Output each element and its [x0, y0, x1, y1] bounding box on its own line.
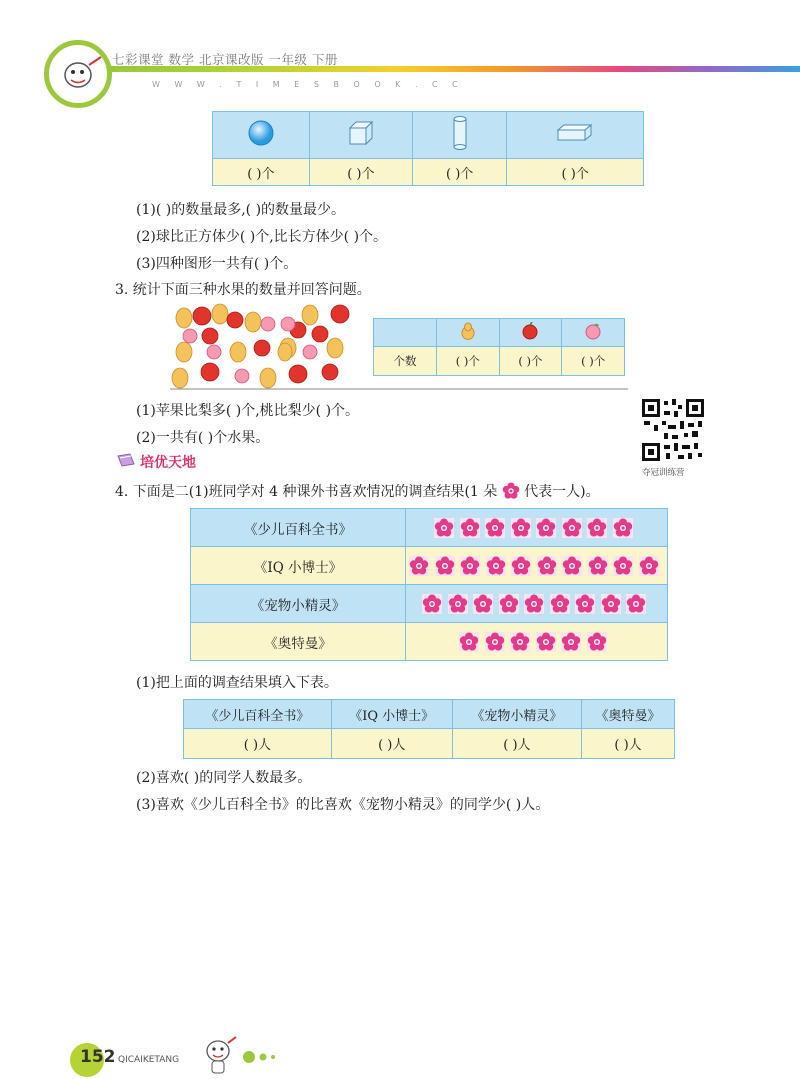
cube-icon [346, 118, 376, 148]
chart-row-iq [191, 547, 668, 585]
pear-blank[interactable]: ( )个 [437, 347, 500, 376]
chart-flowers [406, 509, 668, 547]
flower-icon [601, 594, 621, 614]
cube-blank[interactable]: ( )个 [309, 159, 412, 186]
flower-icon [550, 594, 570, 614]
pear-cell [437, 319, 500, 347]
q4-title-b: 代表一人)。 [524, 484, 600, 500]
flower-icon [511, 518, 531, 538]
flower-icon [422, 594, 442, 614]
flower-icon [511, 556, 531, 576]
flower-icon [485, 632, 505, 652]
q3-line-1: (1)苹果比梨多( )个,桃比梨少( )个。 [136, 403, 360, 419]
flower-icon [536, 632, 556, 652]
result-blank[interactable]: ( )人 [184, 729, 332, 759]
flower-icon [536, 518, 556, 538]
chart-row-pokemon [191, 585, 668, 623]
flower-icon [460, 556, 480, 576]
flower-icon [524, 594, 544, 614]
result-blank[interactable]: ( )人 [582, 729, 675, 759]
flower-icon [459, 632, 479, 652]
q2-line-2: (2)球比正方体少( )个,比长方体少( )个。 [136, 229, 388, 245]
chart-label: 《少儿百科全书》 [191, 509, 406, 547]
result-header: 《少儿百科全书》 [184, 700, 332, 729]
chart-label: 《宠物小精灵》 [191, 585, 406, 623]
footer-mascot-icon [200, 1035, 240, 1077]
q3-line-2: (2)一共有( )个水果。 [136, 430, 270, 446]
result-header: 《IQ 小博士》 [331, 700, 452, 729]
header-title: 七彩课堂 数学 北京课改版 一年级 下册 [112, 52, 338, 67]
q3-title: 3. 统计下面三种水果的数量并回答问题。 [115, 282, 371, 298]
flower-icon [537, 556, 557, 576]
cuboid-cell [507, 112, 644, 159]
header-url: W W W . T I M E S B O O K . C C [152, 80, 464, 89]
flower-icon [409, 556, 429, 576]
book-result-table [183, 699, 675, 759]
qr-label: 夺冠训练营 [642, 468, 685, 478]
flower-icon [473, 594, 493, 614]
mascot-logo [44, 40, 112, 108]
fruit-table-corner [374, 319, 437, 347]
q2-line-1: (1)( )的数量最多,( )的数量最少。 [136, 202, 346, 218]
apple-blank[interactable]: ( )个 [499, 347, 562, 376]
sphere-icon [247, 119, 275, 147]
q2-line-3: (3)四种图形一共有( )个。 [136, 256, 298, 272]
chart-flowers [406, 585, 668, 623]
flower-icon [639, 556, 659, 576]
flower-icon [626, 594, 646, 614]
flower-icon [587, 632, 607, 652]
cuboid-icon [555, 123, 595, 143]
chart-row-encyclopedia [191, 509, 668, 547]
q4-sub-2: (2)喜欢( )的同学人数最多。 [136, 770, 312, 786]
flower-icon [460, 518, 480, 538]
sphere-cell [213, 112, 310, 159]
result-header: 《宠物小精灵》 [452, 700, 581, 729]
row-label-count: 个数 [374, 347, 437, 376]
peach-icon [584, 322, 602, 340]
cylinder-icon [450, 115, 470, 151]
flower-icon [562, 518, 582, 538]
book-survey-chart [190, 508, 668, 661]
footer-dots-icon [242, 1050, 282, 1064]
flower-icon [499, 594, 519, 614]
cylinder-blank[interactable]: ( )个 [413, 159, 507, 186]
flower-icon [562, 556, 582, 576]
flower-icon [485, 518, 505, 538]
peach-cell [562, 319, 625, 347]
shape-count-table [212, 111, 644, 186]
cylinder-cell [413, 112, 507, 159]
flower-icon [613, 518, 633, 538]
flower-icon [588, 556, 608, 576]
flower-icon [502, 482, 520, 500]
flower-icon [486, 556, 506, 576]
footer-brand: QICAIKETANG [118, 1055, 180, 1065]
q4-sub-3: (3)喜欢《少儿百科全书》的比喜欢《宠物小精灵》的同学少( )人。 [136, 797, 550, 813]
book-section-icon [116, 452, 136, 468]
chart-label: 《奥特曼》 [191, 623, 406, 661]
result-blank[interactable]: ( )人 [452, 729, 581, 759]
chart-row-ultraman [191, 623, 668, 661]
chart-flowers [406, 547, 668, 585]
result-blank[interactable]: ( )人 [331, 729, 452, 759]
peach-blank[interactable]: ( )个 [562, 347, 625, 376]
section-title: 培优天地 [140, 455, 196, 471]
mascot-icon [49, 45, 107, 103]
flower-icon [435, 556, 455, 576]
flower-icon [561, 632, 581, 652]
apple-cell [499, 319, 562, 347]
flower-icon [510, 632, 530, 652]
q4-title-a: 4. 下面是二(1)班同学对 4 种课外书喜欢情况的调查结果(1 朵 [115, 484, 498, 500]
sphere-blank[interactable]: ( )个 [213, 159, 310, 186]
flower-icon [613, 556, 633, 576]
flower-icon [575, 594, 595, 614]
cuboid-blank[interactable]: ( )个 [507, 159, 644, 186]
result-header: 《奥特曼》 [582, 700, 675, 729]
chart-label: 《IQ 小博士》 [191, 547, 406, 585]
page-number: 152 [80, 1047, 116, 1067]
q4-title [115, 481, 600, 501]
q4-sub-1: (1)把上面的调查结果填入下表。 [136, 675, 338, 691]
flower-icon [587, 518, 607, 538]
flower-icon [434, 518, 454, 538]
chart-flowers [406, 623, 668, 661]
cube-cell [309, 112, 412, 159]
apple-icon [521, 322, 539, 340]
flower-icon [448, 594, 468, 614]
qr-code-icon[interactable] [640, 397, 706, 463]
pear-icon [460, 322, 476, 340]
fruit-count-table [373, 318, 625, 376]
